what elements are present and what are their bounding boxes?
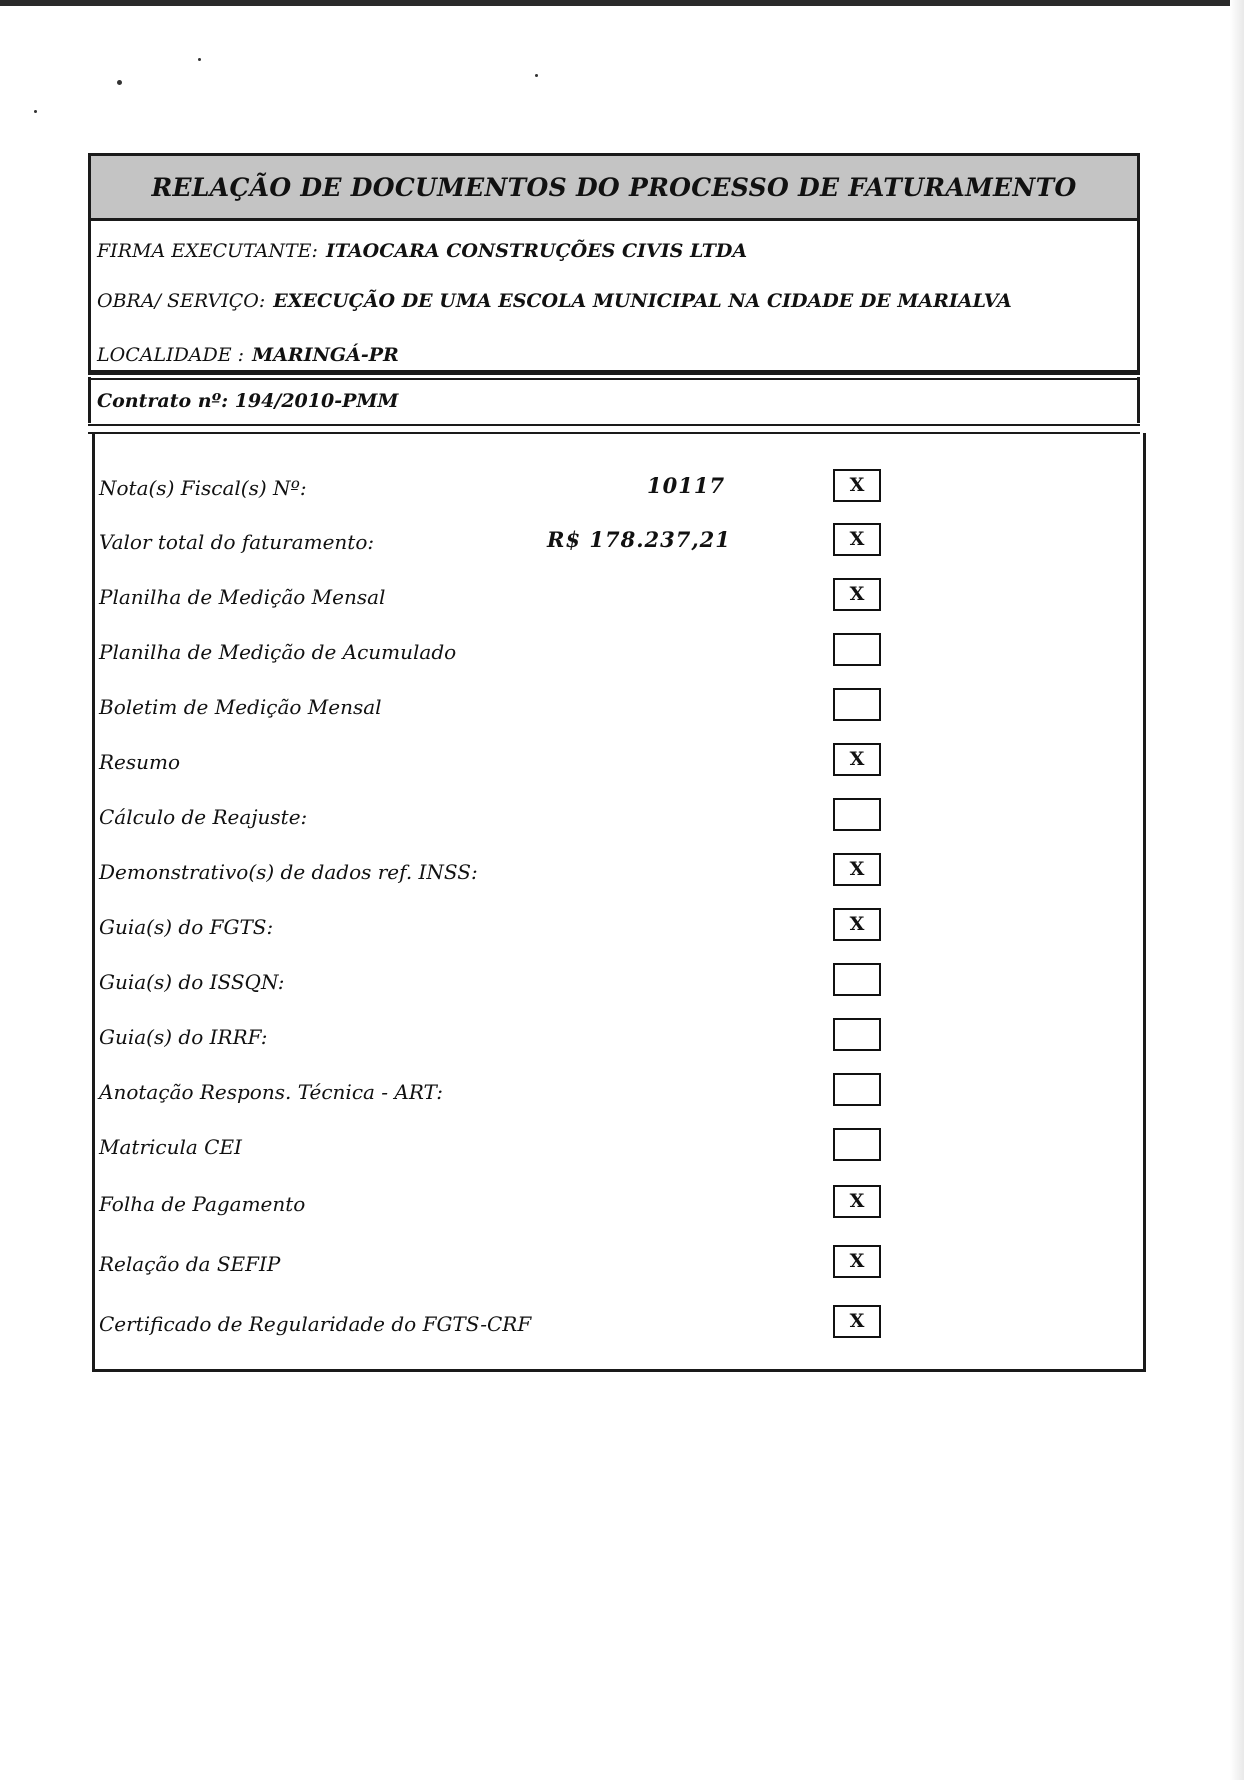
checkbox[interactable]: X [833, 523, 881, 556]
checklist-row [95, 904, 1143, 948]
checklist-row [95, 794, 1143, 838]
item-label: Relação da SEFIP [99, 1252, 281, 1276]
firma-value: ITAOCARA CONSTRUÇÕES CIVIS LTDA [325, 240, 748, 262]
item-label: Planilha de Medição Mensal [99, 585, 386, 609]
checkbox[interactable] [833, 1018, 881, 1051]
document-checklist [92, 433, 1146, 1372]
checkbox[interactable] [833, 633, 881, 666]
checklist-row [95, 1014, 1143, 1058]
obra-label: OBRA/ SERVIÇO: [97, 290, 266, 312]
item-label: Folha de Pagamento [99, 1192, 306, 1216]
firma-executante [97, 240, 747, 262]
item-label: Matricula CEI [99, 1135, 242, 1159]
scan-top-edge [0, 0, 1244, 6]
obra-servico [97, 290, 1012, 312]
item-label: Demonstrativo(s) de dados ref. INSS: [99, 860, 478, 884]
item-label: Anotação Respons. Técnica - ART: [99, 1080, 443, 1104]
checklist-row [95, 1241, 1143, 1285]
checkbox[interactable]: X [833, 908, 881, 941]
checklist-row [95, 1181, 1143, 1225]
checkbox[interactable] [833, 688, 881, 721]
checkbox[interactable]: X [833, 469, 881, 502]
checklist-row [95, 739, 1143, 783]
checkbox[interactable]: X [833, 1305, 881, 1338]
scan-speck [117, 80, 122, 85]
item-value: R$ 178.237,21 [547, 527, 731, 552]
item-label: Boletim de Medição Mensal [99, 695, 382, 719]
checkbox[interactable] [833, 798, 881, 831]
item-label: Cálculo de Reajuste: [99, 805, 308, 829]
checkbox[interactable]: X [833, 853, 881, 886]
checklist-row [95, 1301, 1143, 1345]
scan-speck [34, 110, 37, 113]
localidade [97, 344, 399, 366]
checklist-row [95, 959, 1143, 1003]
checklist-row [95, 519, 1143, 563]
item-label: Certificado de Regularidade do FGTS-CRF [99, 1312, 532, 1336]
checkbox[interactable]: X [833, 1185, 881, 1218]
item-label: Planilha de Medição de Acumulado [99, 640, 457, 664]
obra-value: EXECUÇÃO DE UMA ESCOLA MUNICIPAL NA CIDADE DE MARIALVA [273, 290, 1012, 312]
localidade-value: MARINGÁ-PR [252, 344, 399, 366]
checklist-row [95, 1069, 1143, 1113]
item-label: Nota(s) Fiscal(s) Nº: [99, 476, 307, 500]
item-label: Valor total do faturamento: [99, 530, 375, 554]
item-value: 10117 [647, 473, 726, 498]
document-title: RELAÇÃO DE DOCUMENTOS DO PROCESSO DE FATURAMENTO [91, 156, 1137, 221]
item-label: Guia(s) do FGTS: [99, 915, 274, 939]
checklist-row [95, 849, 1143, 893]
checkbox[interactable]: X [833, 578, 881, 611]
checkbox[interactable] [833, 1128, 881, 1161]
checkbox[interactable]: X [833, 743, 881, 776]
checkbox[interactable]: X [833, 1245, 881, 1278]
item-label: Resumo [99, 750, 181, 774]
firma-label: FIRMA EXECUTANTE: [97, 240, 318, 262]
document-header-box [88, 153, 1140, 375]
checkbox[interactable] [833, 1073, 881, 1106]
item-label: Guia(s) do ISSQN: [99, 970, 285, 994]
checklist-row [95, 1124, 1143, 1168]
scan-right-edge [1230, 0, 1244, 1780]
item-label: Guia(s) do IRRF: [99, 1025, 268, 1049]
contract-number: Contrato nº: 194/2010-PMM [97, 390, 399, 412]
checkbox[interactable] [833, 963, 881, 996]
localidade-label: LOCALIDADE : [97, 344, 245, 366]
contract-row [88, 377, 1140, 423]
checklist-row [95, 574, 1143, 618]
scan-speck [535, 74, 538, 77]
checklist-row [95, 684, 1143, 728]
checklist-row [95, 629, 1143, 673]
scan-speck [198, 58, 201, 61]
checklist-row [95, 465, 1143, 509]
